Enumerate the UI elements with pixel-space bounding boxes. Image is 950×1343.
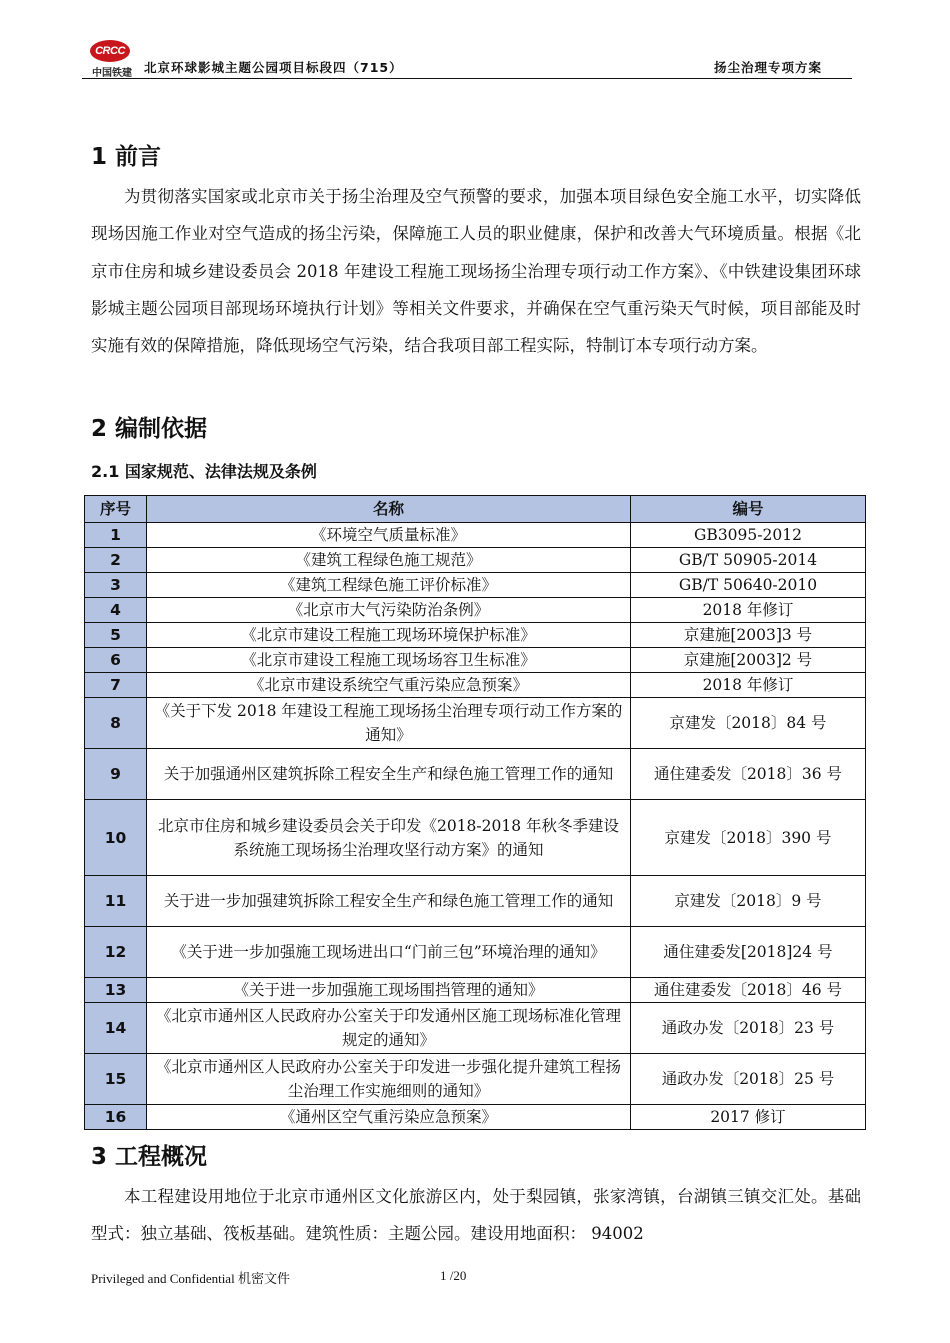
row-code: 京建发〔2018〕9 号: [631, 876, 866, 927]
section-2-heading: 2 编制依据: [91, 416, 208, 442]
row-name: 《通州区空气重污染应急预案》: [147, 1105, 631, 1130]
row-no: 15: [85, 1054, 147, 1105]
row-name: 关于进一步加强建筑拆除工程安全生产和绿色施工管理工作的通知: [147, 876, 631, 927]
row-name: 《北京市通州区人民政府办公室关于印发通州区施工现场标准化管理规定的通知》: [147, 1003, 631, 1054]
table-row: [85, 523, 866, 548]
row-name: 《北京市建设工程施工现场场容卫生标准》: [147, 648, 631, 673]
row-code: 京建发〔2018〕390 号: [631, 800, 866, 876]
row-name: 《北京市建设系统空气重污染应急预案》: [147, 673, 631, 698]
row-name: 《建筑工程绿色施工评价标准》: [147, 573, 631, 598]
row-code: 通住建委发〔2018〕36 号: [631, 749, 866, 800]
header-cell-code: 编号: [631, 496, 866, 523]
table-header-row: [85, 496, 866, 523]
row-name: 北京市住房和城乡建设委员会关于印发《2018-2018 年秋冬季建设系统施工现场扬尘治理攻坚行动方案》的通知: [147, 800, 631, 876]
row-name: 《关于进一步加强施工现场围挡管理的通知》: [147, 978, 631, 1003]
table-row: [85, 698, 866, 749]
reference-table: [84, 495, 866, 1130]
section-3-paragraph: 本工程建设用地位于北京市通州区文化旅游区内，处于梨园镇，张家湾镇，台湖镇三镇交汇处。基础型式：独立基础、筏板基础。建筑性质：主题公园。建设用地面积： 94002: [91, 1187, 861, 1244]
row-code: GB/T 50640-2010: [631, 573, 866, 598]
header-cell-name: 名称: [147, 496, 631, 523]
row-code: 京建施[2003]3 号: [631, 623, 866, 648]
crcc-logo: [82, 40, 142, 80]
row-no: 5: [85, 623, 147, 648]
row-code: 通住建委发〔2018〕46 号: [631, 978, 866, 1003]
row-no: 13: [85, 978, 147, 1003]
header-divider: [82, 78, 852, 79]
section-1-paragraph: 为贯彻落实国家或北京市关于扬尘治理及空气预警的要求，加强本项目绿色安全施工水平，切实降低现场因施工作业对空气造成的扬尘污染，保障施工人员的职业健康，保护和改善大气环境质量。根据《北京市住房和城乡建设委员会 2018 年建设工程施工现场扬尘治理专项行动工作方案》、《中铁建设集团环球影城主题公园项目部现场环境执行计划》等相关文件要求，并确保在空气重污染天气时候，项目部能及时实施有效的保障措施，降低现场空气污染，结合我项目部工程实际，特制订本专项行动方案。: [91, 187, 861, 356]
table-row: [85, 648, 866, 673]
table-row: [85, 623, 866, 648]
row-name: 《关于下发 2018 年建设工程施工现场扬尘治理专项行动工作方案的通知》: [147, 698, 631, 749]
table-row: [85, 1003, 866, 1054]
row-name: 《北京市建设工程施工现场环境保护标准》: [147, 623, 631, 648]
footer-confidential: Privileged and Confidential 机密文件: [91, 1271, 290, 1286]
row-no: 4: [85, 598, 147, 623]
table-row: [85, 673, 866, 698]
header-project-name: 北京环球影城主题公园项目标段四（715）: [144, 60, 403, 75]
table-row: [85, 978, 866, 1003]
table-row: [85, 598, 866, 623]
row-code: 2018 年修订: [631, 673, 866, 698]
row-name: 《建筑工程绿色施工规范》: [147, 548, 631, 573]
row-code: 京建施[2003]2 号: [631, 648, 866, 673]
row-name: 《环境空气质量标准》: [147, 523, 631, 548]
row-no: 10: [85, 800, 147, 876]
row-code: GB3095-2012: [631, 523, 866, 548]
table-row: [85, 800, 866, 876]
table-row: [85, 548, 866, 573]
row-name: 《关于进一步加强施工现场进出口“门前三包”环境治理的通知》: [147, 927, 631, 978]
row-no: 7: [85, 673, 147, 698]
row-name: 《北京市大气污染防治条例》: [147, 598, 631, 623]
row-no: 2: [85, 548, 147, 573]
table-row: [85, 876, 866, 927]
row-code: 2017 修订: [631, 1105, 866, 1130]
row-name: 关于加强通州区建筑拆除工程安全生产和绿色施工管理工作的通知: [147, 749, 631, 800]
header-cell-no: 序号: [85, 496, 147, 523]
crcc-logo-text: 中国铁建: [92, 68, 132, 79]
row-no: 12: [85, 927, 147, 978]
row-code: GB/T 50905-2014: [631, 548, 866, 573]
row-no: 8: [85, 698, 147, 749]
header-doc-title: 扬尘治理专项方案: [713, 60, 822, 75]
row-no: 16: [85, 1105, 147, 1130]
section-2-1-heading: 2.1 国家规范、法律法规及条例: [91, 462, 317, 481]
row-code: 通政办发〔2018〕25 号: [631, 1054, 866, 1105]
row-code: 2018 年修订: [631, 598, 866, 623]
row-no: 3: [85, 573, 147, 598]
section-1-heading: 1 前言: [91, 144, 162, 170]
row-code: 京建发〔2018〕84 号: [631, 698, 866, 749]
crcc-logo-mark: CRCC: [90, 40, 130, 62]
table-row: [85, 573, 866, 598]
row-no: 9: [85, 749, 147, 800]
row-name: 《北京市通州区人民政府办公室关于印发进一步强化提升建筑工程扬尘治理工作实施细则的通知》: [147, 1054, 631, 1105]
row-no: 11: [85, 876, 147, 927]
row-no: 14: [85, 1003, 147, 1054]
section-3-heading: 3 工程概况: [91, 1144, 208, 1170]
table-row: [85, 1105, 866, 1130]
table-row: [85, 927, 866, 978]
row-no: 1: [85, 523, 147, 548]
footer-page-number: 1 /20: [440, 1268, 467, 1283]
row-code: 通住建委发[2018]24 号: [631, 927, 866, 978]
table-row: [85, 749, 866, 800]
row-no: 6: [85, 648, 147, 673]
row-code: 通政办发〔2018〕23 号: [631, 1003, 866, 1054]
page-header: [82, 40, 870, 82]
table-row: [85, 1054, 866, 1105]
